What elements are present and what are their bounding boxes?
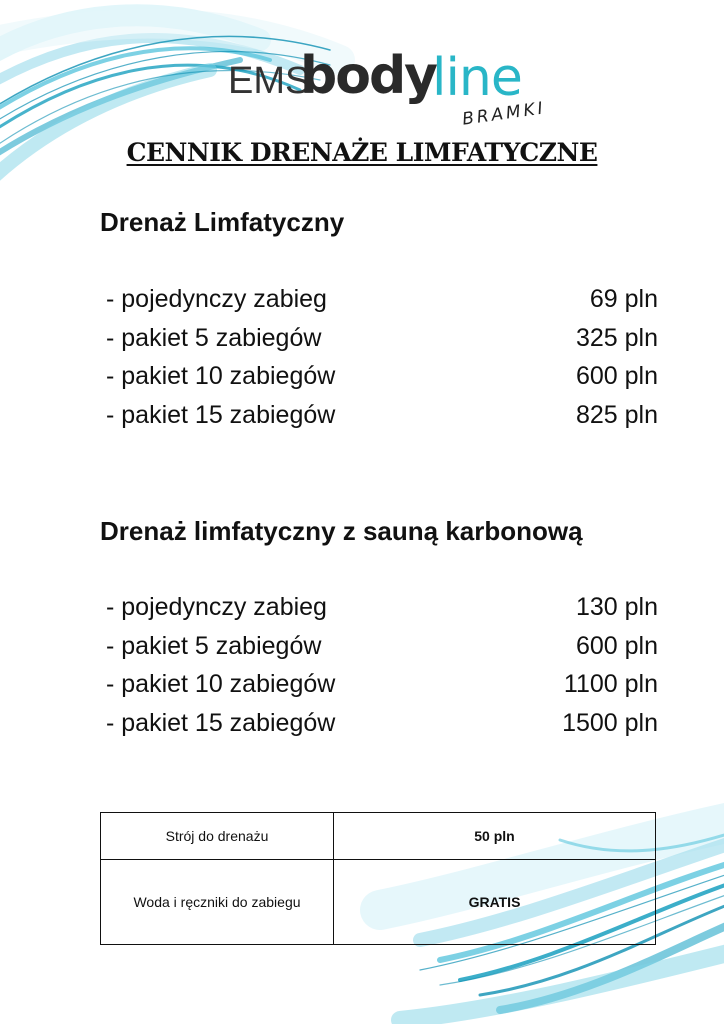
price-list-drenaz-sauna (106, 593, 658, 747)
logo-line-text: line (432, 48, 522, 108)
service-price: 825 pln (575, 400, 658, 429)
price-row (106, 593, 658, 632)
extras-table (100, 812, 656, 945)
service-price: 1100 pln (563, 670, 658, 698)
extra-value-cell: 50 pln (334, 813, 656, 860)
service-price: 600 pln (575, 362, 658, 390)
table-row (101, 813, 656, 860)
service-label: - pojedynczy zabieg (106, 593, 327, 621)
extra-name-cell: Strój do drenażu (101, 813, 334, 860)
section-heading-drenaz-sauna: Drenaż limfatyczny z sauną karbonową (100, 516, 583, 546)
logo-subtitle: BRAMKI (461, 98, 547, 130)
price-row (106, 324, 658, 363)
brand-logo (0, 42, 724, 132)
price-row (106, 362, 658, 401)
price-row (106, 401, 658, 440)
extra-value-cell: GRATIS (334, 860, 656, 945)
service-label: - pakiet 15 zabiegów (106, 400, 336, 429)
service-price: 69 pln (589, 285, 658, 313)
service-price: 1500 pln (562, 708, 658, 737)
service-label: - pojedynczy zabieg (106, 285, 327, 313)
service-price: 325 pln (575, 323, 658, 352)
table-row (101, 860, 656, 945)
service-label: - pakiet 10 zabiegów (106, 670, 336, 698)
extra-name-cell: Woda i ręczniki do zabiegu (101, 860, 334, 945)
logo-ems-text: EMS (228, 60, 311, 102)
service-label: - pakiet 5 zabiegów (106, 631, 322, 660)
price-row (106, 709, 658, 748)
price-row (106, 285, 658, 324)
service-price: 600 pln (575, 631, 658, 660)
service-price: 130 pln (575, 593, 658, 621)
price-list-drenaz (106, 285, 658, 439)
service-label: - pakiet 10 zabiegów (106, 362, 336, 390)
service-label: - pakiet 15 zabiegów (106, 708, 336, 737)
logo-body-text: body (300, 46, 437, 106)
service-label: - pakiet 5 zabiegów (106, 323, 322, 352)
section-heading-drenaz: Drenaż Limfatyczny (100, 207, 345, 237)
price-row (106, 632, 658, 671)
price-row (106, 670, 658, 709)
page-title: CENNIK DRENAŻE LIMFATYCZNE (126, 138, 598, 167)
